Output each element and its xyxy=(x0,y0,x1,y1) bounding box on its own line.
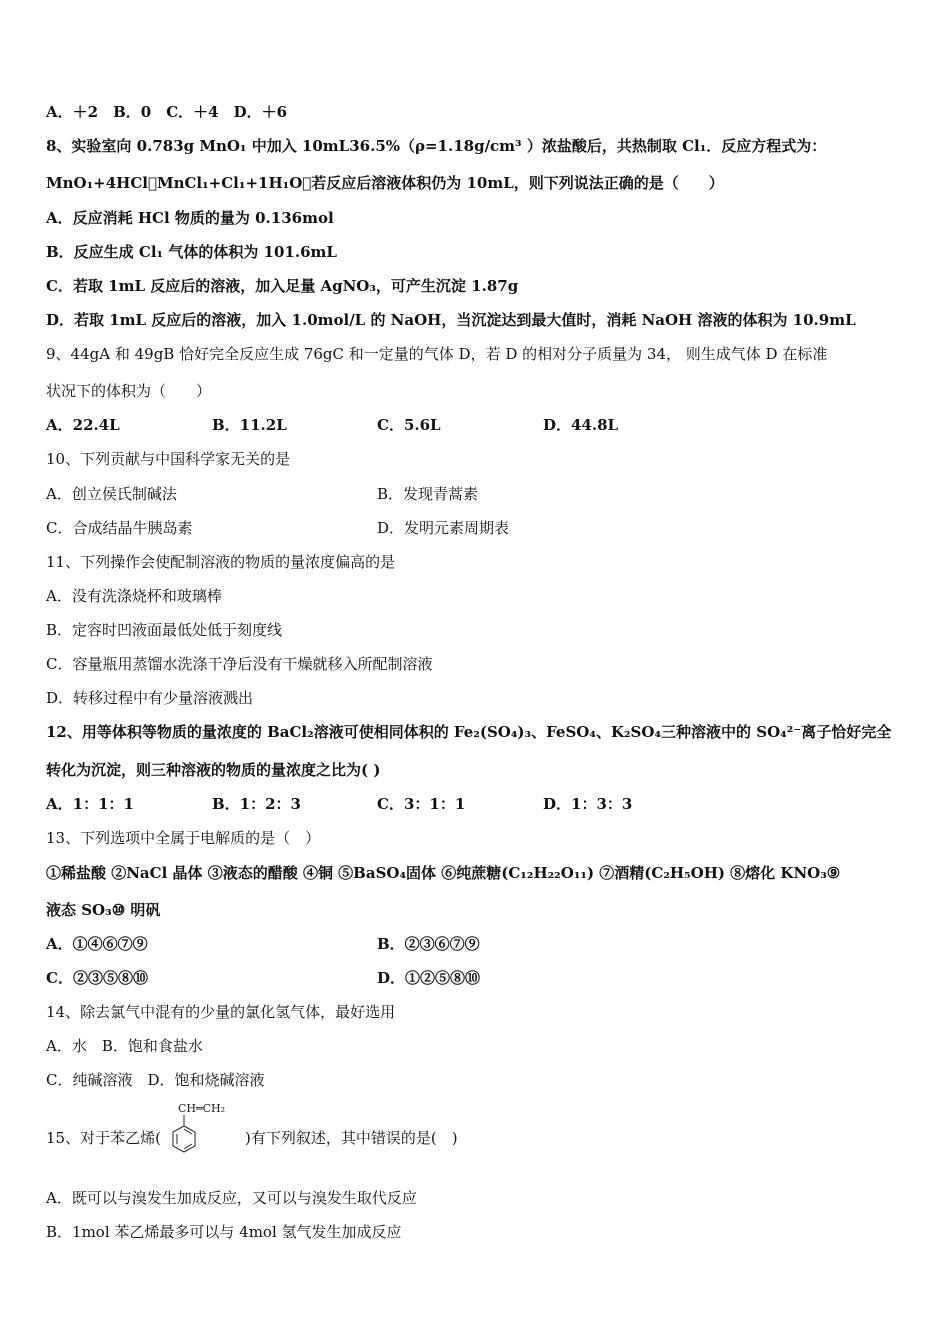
q12-option-c: C．3：1：1 xyxy=(377,795,466,813)
q13-option-c: C．②③⑤⑧⑩ xyxy=(46,969,148,987)
q9-options xyxy=(0,415,950,435)
q9-option-d: D．44.8L xyxy=(543,416,619,434)
q10-options-row2 xyxy=(0,518,950,538)
q12-stem-line1: 12、用等体积等物质的量浓度的 BaCl₂溶液可使相同体积的 Fe₂(SO₄)₃、FeSO₄、K₂SO₄三种溶液中的 SO₄²⁻离子恰好完全 xyxy=(46,723,892,741)
q8-option-a: A．反应消耗 HCl 物质的量为 0.136mol xyxy=(46,209,334,227)
q10-option-c: C．合成结晶牛胰岛素 xyxy=(46,519,193,537)
q9-stem-line1: 9、44gA 和 49gB 恰好完全反应生成 76gC 和一定量的气体 D，若 D 的相对分子质量为 34， 则生成气体 D 在标准 xyxy=(46,345,828,363)
q8-stem-line1: 8、实验室向 0.783g MnO₁ 中加入 10mL36.5%（ρ=1.18g/cm³ ）浓盐酸后，共热制取 Cl₁．反应方程式为： xyxy=(46,137,827,155)
q9-option-b: B．11.2L xyxy=(212,416,287,434)
q10-option-b: B．发现青蒿素 xyxy=(377,485,479,503)
styrene-ring-diagram xyxy=(160,1100,250,1168)
q12-stem-line2: 转化为沉淀，则三种溶液的物质的量浓度之比为( ) xyxy=(46,761,381,779)
q9-option-c: C．5.6L xyxy=(377,416,441,434)
q15-stem xyxy=(0,1128,950,1148)
q13-items-line2: 液态 SO₃⑩ 明矾 xyxy=(46,901,161,919)
q8-option-d: D．若取 1mL 反应后的溶液，加入 1.0mol/L 的 NaOH，当沉淀达到最大值时，消耗 NaOH 溶液的体积为 10.9mL xyxy=(46,311,856,329)
styrene-vinyl-label: CH═CH₂ xyxy=(178,1102,226,1115)
q11-option-b: B．定容时凹液面最低处低于刻度线 xyxy=(46,621,283,639)
q14-options-ab: A．水 B．饱和食盐水 xyxy=(46,1037,203,1055)
q12-option-d: D．1：3：3 xyxy=(543,795,633,813)
q11-option-c: C．容量瓶用蒸馏水洗涤干净后没有干燥就移入所配制溶液 xyxy=(46,655,433,673)
q15-stem-pre: 15、对于苯乙烯( xyxy=(46,1129,161,1147)
q10-option-a: A．创立侯氏制碱法 xyxy=(46,485,177,503)
q14-stem: 14、除去氯气中混有的少量的氯化氢气体，最好选用 xyxy=(46,1003,396,1021)
q15-option-b: B．1mol 苯乙烯最多可以与 4mol 氢气发生加成反应 xyxy=(46,1223,402,1241)
styrene-structure xyxy=(160,1100,250,1168)
q13-options-row1 xyxy=(0,934,950,954)
q8-option-c: C．若取 1mL 反应后的溶液，加入足量 AgNO₃，可产生沉淀 1.87g xyxy=(46,277,519,295)
q15-option-a: A．既可以与溴发生加成反应，又可以与溴发生取代反应 xyxy=(46,1189,417,1207)
q15-stem-post: )有下列叙述，其中错误的是( ) xyxy=(245,1129,458,1147)
q11-stem: 11、下列操作会使配制溶液的物质的量浓度偏高的是 xyxy=(46,553,396,571)
q13-options-row2 xyxy=(0,968,950,988)
q8-option-b: B．反应生成 Cl₁ 气体的体积为 101.6mL xyxy=(46,243,337,261)
q11-option-a: A．没有洗涤烧杯和玻璃棒 xyxy=(46,587,222,605)
q13-items-line1: ①稀盐酸 ②NaCl 晶体 ③液态的醋酸 ④铜 ⑤BaSO₄固体 ⑥纯蔗糖(C₁₂H₂₂O₁₁) ⑦酒精(C₂H₅OH) ⑧熔化 KNO₃⑨ xyxy=(46,864,841,882)
q13-stem: 13、下列选项中全属于电解质的是（ ） xyxy=(46,829,321,847)
q11-option-d: D．转移过程中有少量溶液溅出 xyxy=(46,689,254,707)
q9-stem-line2: 状况下的体积为（ ） xyxy=(46,382,212,400)
q12-options xyxy=(0,794,950,814)
q13-option-a: A．①④⑥⑦⑨ xyxy=(46,935,148,953)
q12-option-b: B．1：2：3 xyxy=(212,795,301,813)
q12-option-a: A．1：1：1 xyxy=(46,795,134,813)
q7-options: A．＋2 B．0 C．＋4 D．＋6 xyxy=(46,103,288,121)
q13-option-b: B．②③⑥⑦⑨ xyxy=(377,935,480,953)
q8-stem-line2: MnO₁+4HCl⃞MnCl₁+Cl₁+1H₁O，若反应后溶液体积仍为 10mL，则下列说法正确的是（ ） xyxy=(46,174,724,192)
q10-option-d: D．发明元素周期表 xyxy=(377,519,510,537)
q13-option-d: D．①②⑤⑧⑩ xyxy=(377,969,481,987)
q10-options-row1 xyxy=(0,484,950,504)
q10-stem: 10、下列贡献与中国科学家无关的是 xyxy=(46,450,291,468)
q14-options-cd: C．纯碱溶液 D．饱和烧碱溶液 xyxy=(46,1071,265,1089)
q9-option-a: A．22.4L xyxy=(46,416,120,434)
